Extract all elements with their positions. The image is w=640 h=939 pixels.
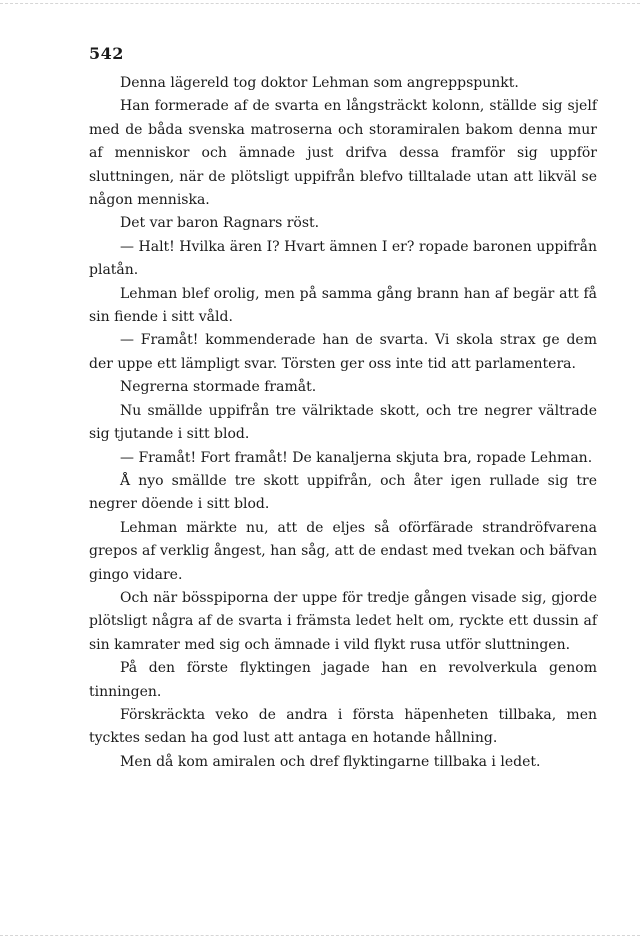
bottom-edge-line	[0, 935, 640, 936]
paragraph: På den förste flyktingen jagade han en revolverkula genom tinningen.	[89, 660, 597, 700]
page-number: 542	[89, 44, 124, 63]
paragraph: Och när bösspiporna der uppe för tredje gången visade sig, gjorde plötsligt några af de svarta i främsta ledet helt om, ryckte ett dussin af sin kamrater med sig och ämnade i vild flykt rusa utför sluttningen.	[89, 589, 597, 653]
paragraph: Lehman märkte nu, att de eljes så oförfärade strandröfvarena grepos af verklig ångest, han såg, att de endast med tvekan och bäfvan gingo vidare.	[89, 519, 597, 583]
paragraph: Å nyo smällde tre skott uppifrån, och åter igen rullade sig tre negrer döende i sitt blod.	[89, 472, 597, 513]
paragraph: Negrerna stormade framåt.	[120, 379, 317, 396]
body-text	[89, 72, 597, 774]
top-edge-line	[0, 3, 640, 4]
paragraph: — Framåt! kommenderade han de svarta. Vi skola strax ge dem der uppe ett lämpligt svar. Törsten ger oss inte tid att parlamentera.	[89, 332, 597, 372]
paragraph: Förskräckta veko de andra i första häpenheten tillbaka, men tycktes sedan ha god lust att antaga en hotande hållning.	[89, 706, 597, 747]
paragraph: Men då kom amiralen och dref flyktingarne tillbaka i ledet.	[120, 753, 541, 770]
paragraph: Det var baron Ragnars röst.	[120, 215, 320, 232]
paragraph: Nu smällde uppifrån tre välriktade skott, och tre negrer vältrade sig tjutande i sitt blod.	[89, 402, 597, 443]
paragraph: Denna lägereld tog doktor Lehman som angreppspunkt.	[120, 75, 519, 91]
paragraph: Lehman blef orolig, men på samma gång brann han af begär att få sin fiende i sitt våld.	[89, 285, 597, 326]
paragraph: — Halt! Hvilka ären I? Hvart ämnen I er? ropade baronen uppifrån platån.	[89, 238, 597, 279]
paragraph: — Framåt! Fort framåt! De kanaljerna skjuta bra, ropade Lehman.	[120, 449, 593, 466]
paragraph: Han formerade af de svarta en långsträckt kolonn, ställde sig sjelf med de båda svenska matroserna och storamiralen bakom denna mur af menniskor och ämnade just drifva dessa framför sig uppför sluttningen, när de plötsligt uppifrån blefvo tilltalade utan att likväl se någon menniska.	[89, 98, 597, 209]
